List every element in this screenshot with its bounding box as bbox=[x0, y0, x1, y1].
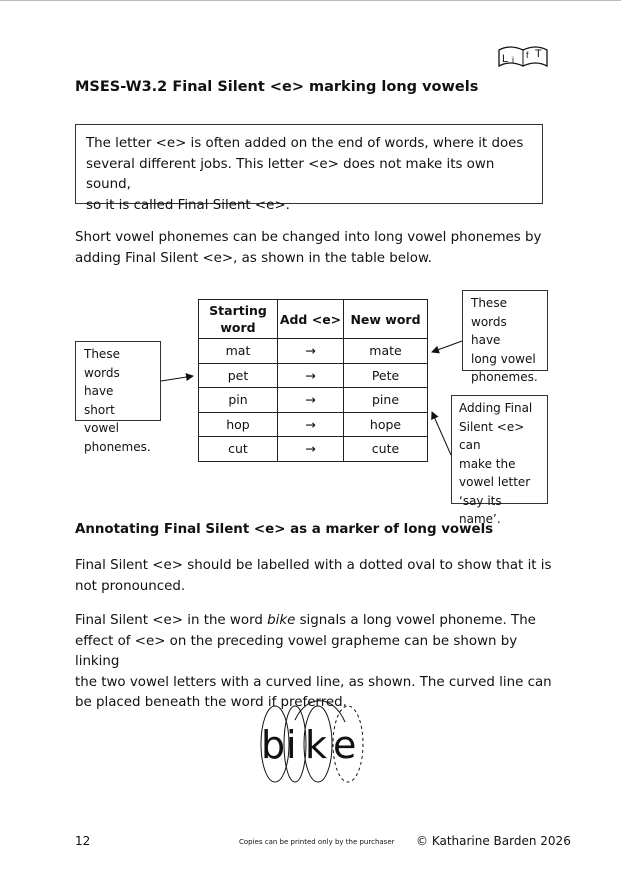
new-word-cell: Pete bbox=[344, 363, 428, 388]
bike-annotation-figure bbox=[255, 698, 373, 788]
text-line: be placed beneath the word if preferred. bbox=[75, 695, 347, 710]
new-word-cell: pine bbox=[344, 388, 428, 413]
copies-note: Copies can be printed only by the purchaser bbox=[239, 838, 395, 846]
text-line: not pronounced. bbox=[75, 578, 186, 594]
intro-line: so it is called Final Silent <e>. bbox=[86, 197, 290, 213]
text-line: Final Silent <e> should be labelled with a dotted oval to show that it is bbox=[75, 558, 552, 573]
svg-text:L: L bbox=[502, 53, 509, 65]
note-line: words have bbox=[84, 365, 120, 398]
svg-text:T: T bbox=[535, 48, 542, 60]
note-line: long vowel bbox=[471, 351, 536, 366]
section-heading: Annotating Final Silent <e> as a marker of long vowels bbox=[75, 522, 494, 537]
text-line bbox=[75, 611, 555, 632]
letter-e: e bbox=[333, 723, 357, 767]
copyright: © Katharine Barden 2026 bbox=[416, 834, 571, 848]
arrow-top-right-note bbox=[432, 341, 462, 352]
starting-word-cell: cut bbox=[199, 437, 278, 462]
text-line: adding Final Silent <e>, as shown in the table below. bbox=[75, 250, 432, 266]
text-fragment: Final Silent <e> in the word bbox=[75, 613, 268, 628]
note-line: phonemes. bbox=[84, 439, 151, 454]
letter-k: k bbox=[305, 723, 328, 767]
arrow-bottom-right-note bbox=[432, 412, 451, 455]
starting-word-cell: hop bbox=[199, 412, 278, 437]
new-word-cell: hope bbox=[344, 412, 428, 437]
text-fragment: signals a long vowel phoneme. The bbox=[295, 613, 536, 628]
starting-word-cell: pet bbox=[199, 363, 278, 388]
letter-b: b bbox=[261, 723, 286, 767]
note-line: phonemes. bbox=[471, 370, 538, 384]
intro-line: The letter <e> is often added on the end of words, where it does bbox=[86, 136, 524, 151]
page-number: 12 bbox=[75, 834, 91, 848]
note-line: These bbox=[471, 296, 507, 310]
emphasis-bike: bike bbox=[267, 613, 296, 628]
svg-text:f: f bbox=[526, 50, 529, 60]
text-line: Short vowel phonemes can be changed into long vowel phonemes by bbox=[75, 230, 542, 245]
arrow-cell: → bbox=[278, 437, 344, 462]
starting-word-cell: mat bbox=[199, 339, 278, 364]
new-word-cell: mate bbox=[344, 339, 428, 364]
text-line: the two vowel letters with a curved line, as shown. The curved line can bbox=[75, 674, 552, 690]
note-line: make the bbox=[459, 456, 516, 471]
arrow-cell: → bbox=[278, 412, 344, 437]
arrow-cell: → bbox=[278, 339, 344, 364]
page-title: MSES-W3.2 Final Silent <e> marking long vowels bbox=[75, 79, 479, 95]
note-line: Adding Final bbox=[459, 401, 533, 415]
header-line: Starting bbox=[209, 303, 267, 318]
note-line: short vowel bbox=[84, 402, 119, 435]
arrow-left-note bbox=[161, 376, 193, 381]
starting-word-cell: pin bbox=[199, 388, 278, 413]
arrow-cell: → bbox=[278, 388, 344, 413]
header-line: word bbox=[220, 320, 256, 335]
new-word-cell: cute bbox=[344, 437, 428, 462]
note-line: ‘say its name’. bbox=[459, 493, 502, 526]
note-line: Silent <e> can bbox=[459, 419, 525, 452]
column-header-add-e: Add <e> bbox=[278, 300, 344, 339]
note-line: vowel letter bbox=[459, 475, 531, 489]
text-line: effect of <e> on the preceding vowel grapheme can be shown by linking bbox=[75, 633, 518, 669]
paragraph-dotted-oval bbox=[75, 556, 555, 597]
note-line: These bbox=[84, 347, 120, 361]
svg-text:i: i bbox=[512, 55, 514, 65]
letter-i: i bbox=[286, 723, 297, 767]
curved-link-line bbox=[295, 701, 345, 722]
column-header-new-word: New word bbox=[344, 300, 428, 339]
note-line: words have bbox=[471, 314, 507, 347]
intro-line: several different jobs. This letter <e> does not make its own sound, bbox=[86, 156, 495, 192]
arrow-cell: → bbox=[278, 363, 344, 388]
